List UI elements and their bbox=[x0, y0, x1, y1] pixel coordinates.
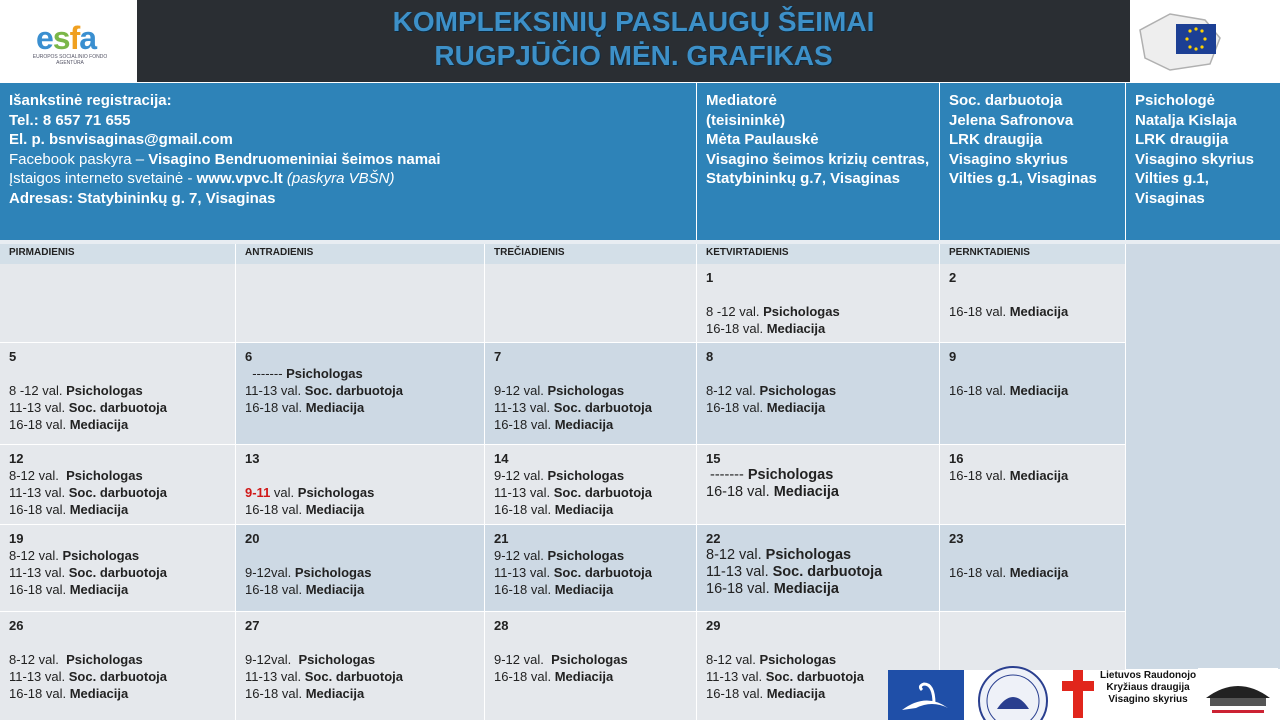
calendar-cell-day-5: 5 8 -12 val. Psichologas 11-13 val. Soc. darbuotoja 16-18 val. Mediacija bbox=[0, 343, 236, 445]
psychologist-city: Visaginas bbox=[1135, 189, 1205, 207]
day-header-thursday: KETVIRTADIENIS bbox=[697, 244, 940, 264]
mediator-role-sub: (teisininkė) bbox=[706, 111, 786, 129]
calendar-cell-day-26: 26 8-12 val. Psichologas 11-13 val. Soc. darbuotoja 16-18 val. Mediacija bbox=[0, 612, 236, 720]
mediator-name: Mėta Paulauskė bbox=[706, 131, 819, 148]
calendar-cell-day-6: 6 ------- Psichologas 11-13 val. Soc. darbuotoja 16-18 val. Mediacija bbox=[236, 343, 485, 445]
lrk-logo-text: Lietuvos Raudonojo Kryžiaus draugija Visagino skyrius bbox=[1100, 670, 1197, 705]
calendar-cell-day-8: 8 8-12 val. Psichologas 16-18 val. Mediacija bbox=[697, 343, 940, 445]
day-number: 26 bbox=[9, 618, 24, 633]
esfa-logo-subtitle: EUROPOS SOCIALINIO FONDO AGENTŪRA bbox=[32, 54, 108, 66]
social-worker-role: Soc. darbuotoja bbox=[949, 92, 1063, 109]
calendar-cell-day-15: 15 ------- Psichologas 16-18 val. Mediacija bbox=[697, 445, 940, 525]
calendar-cell-day-2: 2 16-18 val. Mediacija bbox=[940, 264, 1126, 343]
crisis-center-logo bbox=[1198, 668, 1278, 720]
day-number: 27 bbox=[245, 618, 260, 633]
day-number: 7 bbox=[494, 349, 502, 364]
facebook-link[interactable]: Visagino Bendruomeniniai šeimos namai bbox=[148, 150, 441, 168]
calendar-cell-day-12: 12 8-12 val. Psichologas 11-13 val. Soc. darbuotoja 16-18 val. Mediacija bbox=[0, 445, 236, 525]
social-worker-org: LRK draugija bbox=[949, 131, 1043, 148]
calendar-cell-day-14: 14 9-12 val. Psichologas 11-13 val. Soc. darbuotoja 16-18 val. Mediacija bbox=[485, 445, 697, 525]
day-number: 13 bbox=[245, 451, 260, 466]
day-header-tuesday: ANTRADIENIS bbox=[236, 244, 485, 264]
day-number: 23 bbox=[949, 531, 964, 546]
mediator-org: Visagino šeimos krizių centras, Statybininkų g.7, Visaginas bbox=[706, 150, 930, 187]
calendar-cell-day-7: 7 9-12 val. Psichologas 11-13 val. Soc. darbuotoja 16-18 val. Mediacija bbox=[485, 343, 697, 445]
day-number: 22 bbox=[706, 531, 721, 546]
calendar-cell-empty bbox=[236, 264, 485, 343]
eu-map-icon bbox=[1130, 0, 1280, 82]
mediator-role: Mediatorė bbox=[706, 92, 777, 109]
empty-column bbox=[1126, 244, 1280, 670]
day-number: 2 bbox=[949, 270, 957, 285]
visaginas-coat-of-arms-logo bbox=[888, 670, 964, 720]
website-prefix: Įstaigos interneto svetainė - bbox=[9, 170, 197, 187]
day-number: 9 bbox=[949, 349, 957, 364]
day-number: 29 bbox=[706, 618, 721, 633]
psychologist-role: Psichologė bbox=[1135, 92, 1216, 109]
calendar-cell-day-29: 29 8-12 val. Psichologas 11-13 val. Soc. darbuotoja 16-18 val. Mediacija bbox=[697, 612, 940, 720]
red-cross-icon bbox=[1060, 668, 1096, 720]
day-header-wednesday: TREČIADIENIS bbox=[485, 244, 697, 264]
day-number: 16 bbox=[949, 451, 964, 466]
calendar-cell-day-13: 13 9-11 val. Psichologas 16-18 val. Mediacija bbox=[236, 445, 485, 525]
psychologist-address: Vilties g.1, bbox=[1135, 170, 1209, 187]
day-number: 14 bbox=[494, 451, 509, 466]
social-worker-branch: Visagino skyrius bbox=[949, 150, 1068, 168]
swan-icon bbox=[888, 670, 964, 720]
day-number: 20 bbox=[245, 531, 260, 546]
calendar-cell-day-20: 20 9-12val. Psichologas 16-18 val. Mediacija bbox=[236, 525, 485, 612]
calendar-cell-day-1: 1 8 -12 val. Psichologas 16-18 val. Mediacija bbox=[697, 264, 940, 343]
community-circle-logo bbox=[975, 663, 1051, 720]
eu-funds-logo bbox=[1130, 0, 1280, 82]
psychologist-info bbox=[1126, 83, 1280, 240]
day-number: 15 bbox=[706, 451, 721, 466]
esfa-logo bbox=[0, 0, 137, 82]
day-number: 12 bbox=[9, 451, 24, 466]
esfa-logo-text: esfa bbox=[36, 20, 97, 56]
day-number: 1 bbox=[706, 270, 714, 285]
calendar-cell-day-21: 21 9-12 val. Psichologas 11-13 val. Soc. darbuotoja 16-18 val. Mediacija bbox=[485, 525, 697, 612]
website-link[interactable]: www.vpvc.lt bbox=[196, 170, 283, 187]
social-worker-info bbox=[940, 83, 1126, 240]
calendar-cell-day-27: 27 9-12val. Psichologas 11-13 val. Soc. darbuotoja 16-18 val. Mediacija bbox=[236, 612, 485, 720]
psychologist-name: Natalja Kislaja bbox=[1135, 111, 1237, 129]
psychologist-branch: Visagino skyrius bbox=[1135, 150, 1254, 168]
social-worker-address: Vilties g.1, Visaginas bbox=[949, 170, 1097, 187]
calendar-cell-day-22: 22 8-12 val. Psichologas 11-13 val. Soc. darbuotoja 16-18 val. Mediacija bbox=[697, 525, 940, 612]
registration-info bbox=[0, 83, 697, 240]
address-text: Adresas: Statybininkų g. 7, Visaginas bbox=[9, 189, 276, 207]
calendar-cell-day-16: 16 16-18 val. Mediacija bbox=[940, 445, 1126, 525]
calendar-cell-day-28: 28 9-12 val. Psichologas 16-18 val. Mediacija bbox=[485, 612, 697, 720]
calendar-cell-empty bbox=[940, 612, 1126, 670]
facebook-prefix: Facebook paskyra – bbox=[9, 150, 149, 168]
day-number: 6 bbox=[245, 349, 253, 364]
registration-label: Išankstinė registracija: bbox=[9, 92, 172, 109]
day-number: 5 bbox=[9, 349, 17, 364]
mediator-info bbox=[697, 83, 940, 240]
day-number: 8 bbox=[706, 349, 714, 364]
calendar-cell-empty bbox=[0, 264, 236, 343]
calendar-cell-empty bbox=[485, 264, 697, 343]
email-text: El. p. bsnvisaginas@gmail.com bbox=[9, 131, 233, 148]
day-number: 21 bbox=[494, 531, 509, 546]
umbrella-icon bbox=[1198, 668, 1278, 720]
day-header-friday: PERNKTADIENIS bbox=[940, 244, 1126, 264]
calendar-cell-day-9: 9 16-18 val. Mediacija bbox=[940, 343, 1126, 445]
page-title-line2: RUGPJŪČIO MĖN. GRAFIKAS bbox=[434, 40, 833, 71]
day-number: 28 bbox=[494, 618, 509, 633]
phone-text: Tel.: 8 657 71 655 bbox=[9, 111, 131, 129]
day-number: 19 bbox=[9, 531, 24, 546]
calendar-cell-day-19: 19 8-12 val. Psichologas 11-13 val. Soc. darbuotoja 16-18 val. Mediacija bbox=[0, 525, 236, 612]
circle-emblem-icon bbox=[975, 663, 1051, 720]
psychologist-org: LRK draugija bbox=[1135, 131, 1229, 148]
social-worker-name: Jelena Safronova bbox=[949, 111, 1074, 129]
page-title-line1: KOMPLEKSINIŲ PASLAUGŲ ŠEIMAI bbox=[392, 6, 875, 37]
calendar-cell-day-23: 23 16-18 val. Mediacija bbox=[940, 525, 1126, 612]
day-header-monday: PIRMADIENIS bbox=[0, 244, 236, 264]
website-suffix: (paskyra VBŠN) bbox=[282, 170, 395, 187]
